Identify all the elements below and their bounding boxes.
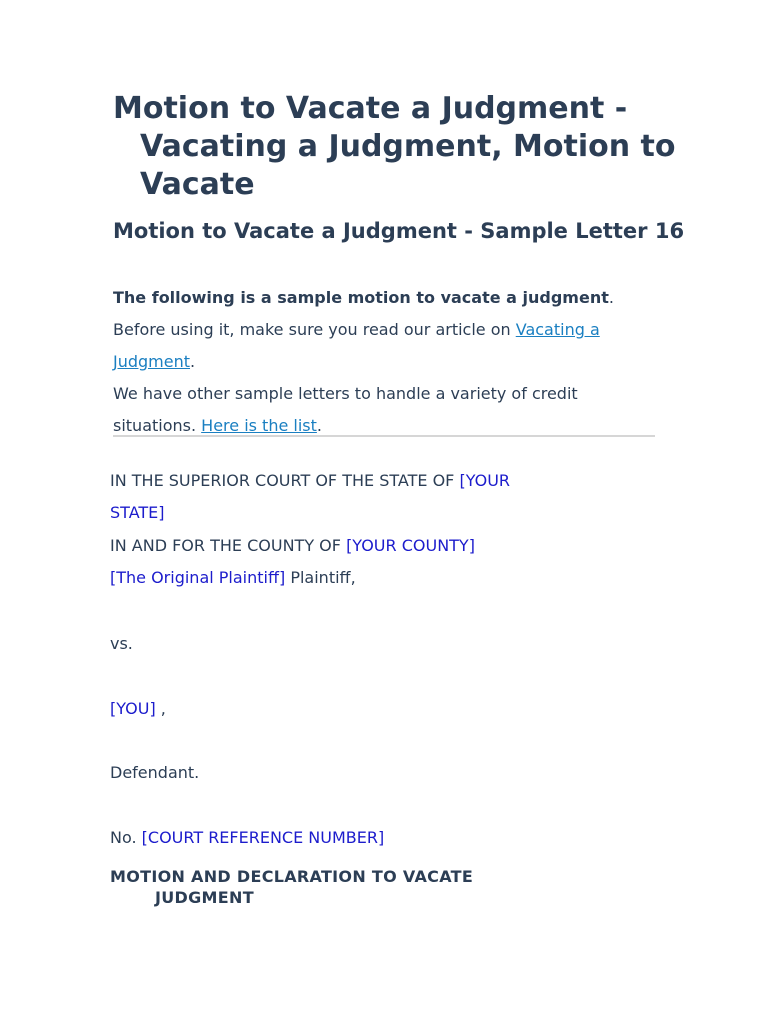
- court-superior-text: IN THE SUPERIOR COURT OF THE STATE OF: [110, 471, 460, 490]
- sample-letters-list-link[interactable]: Here is the list: [201, 416, 317, 435]
- court-county-text: IN AND FOR THE COUNTY OF: [110, 536, 347, 555]
- intro-section: [113, 282, 658, 442]
- intro-period-1: .: [608, 288, 614, 307]
- state-placeholder: [YOUR STATE]: [110, 471, 511, 522]
- defendant-name-line: [110, 693, 670, 725]
- motion-title: MOTION AND DECLARATION TO VACATE JUDGMENT: [110, 867, 474, 907]
- intro-line-3: [113, 378, 658, 442]
- page-subtitle: Motion to Vacate a Judgment - Sample Letter 16: [113, 219, 685, 243]
- you-suffix: ,: [155, 699, 166, 718]
- case-number-prefix: No.: [110, 828, 142, 847]
- plaintiff-line: [110, 562, 670, 594]
- plaintiff-placeholder: [The Original Plaintiff]: [110, 568, 286, 587]
- intro-line-3-text: We have other sample letters to handle a variety of credit situations.: [113, 384, 578, 435]
- court-superior-line: [110, 465, 550, 529]
- court-county-line: [110, 530, 670, 562]
- intro-period-3: .: [316, 416, 322, 435]
- intro-bold-text: The following is a sample motion to vacate a judgment: [113, 288, 609, 307]
- intro-period-2: .: [190, 352, 196, 371]
- county-placeholder: [YOUR COUNTY]: [346, 536, 475, 555]
- plaintiff-label: Plaintiff,: [285, 568, 356, 587]
- defendant-label: Defendant.: [110, 763, 200, 782]
- horizontal-divider: [113, 435, 655, 437]
- you-placeholder: [YOU]: [110, 699, 156, 718]
- intro-line-2-text: Before using it, make sure you read our article on: [113, 320, 516, 339]
- page-title: Motion to Vacate a Judgment - Vacating a Judgment, Motion to Vacate: [113, 91, 676, 202]
- versus-text: vs.: [110, 634, 133, 653]
- court-reference-placeholder: [COURT REFERENCE NUMBER]: [141, 828, 385, 847]
- vacating-judgment-link[interactable]: Vacating a Judgment: [113, 320, 600, 371]
- intro-line-1: [113, 282, 658, 314]
- intro-line-2: [113, 314, 658, 378]
- case-number-line: [110, 822, 670, 854]
